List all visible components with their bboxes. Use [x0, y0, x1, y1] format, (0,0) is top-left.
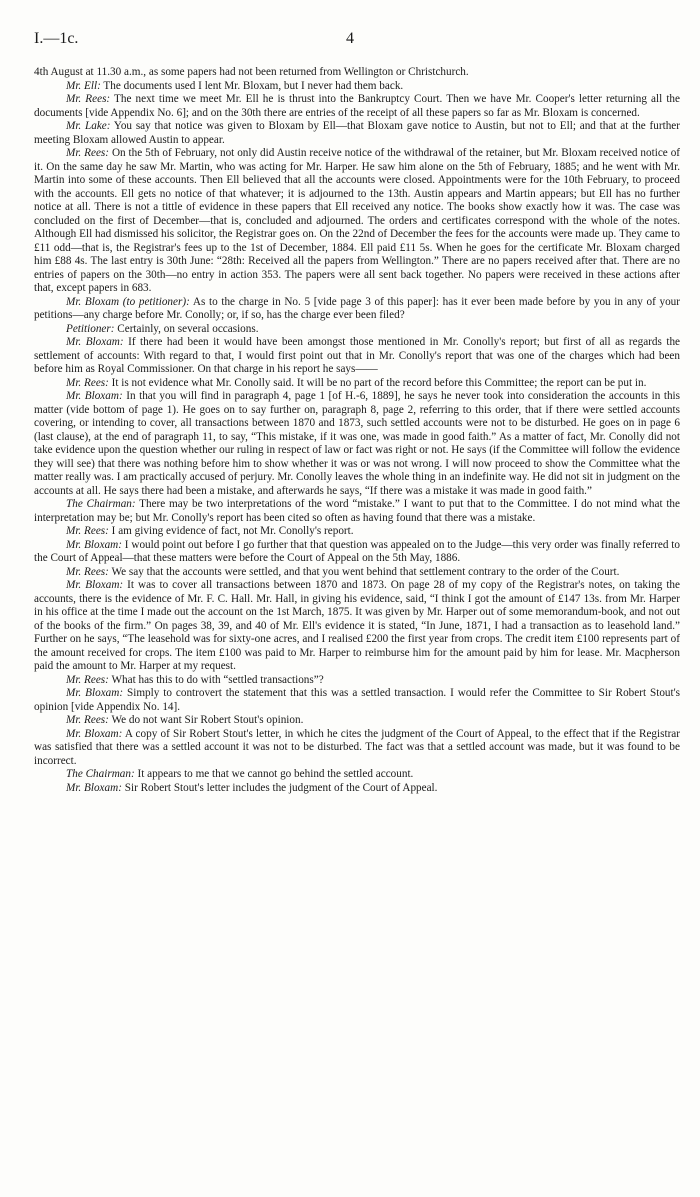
speaker-name: Mr. Rees: [66, 714, 109, 726]
speaker-name: Mr. Ell: [66, 79, 101, 92]
speaker-name: Mr. Lake: [66, 120, 111, 132]
paragraph [34, 687, 680, 714]
speaker-name: Mr. Bloxam: [66, 390, 123, 402]
speaker-name: The Chairman: [66, 768, 135, 780]
speaker-name: Mr. Rees: [66, 376, 109, 389]
paragraph [34, 80, 680, 94]
paragraph [34, 579, 680, 674]
paragraph-text: It appears to me that we cannot go behind the settled account. [134, 768, 414, 780]
paragraph-text: What has this to do with “settled transactions”? [108, 673, 324, 686]
paragraph [34, 377, 680, 391]
speaker-name: Mr. Bloxam: [66, 336, 124, 348]
speaker-name: Mr. Bloxam (to petitioner): [66, 295, 190, 308]
paragraph-text: The documents used I lent Mr. Bloxam, but I never had them back. [100, 79, 404, 92]
speaker-name: The Chairman: [66, 498, 136, 510]
speaker-name: Mr. Rees: [66, 525, 109, 537]
paragraph-text: We do not want Sir Robert Stout's opinion. [108, 714, 304, 726]
speaker-name: Mr. Bloxam: [66, 579, 124, 591]
speaker-name: Mr. Rees: [66, 147, 110, 159]
paragraph-text: On the 5th of February, not only did Austin receive notice of the withdrawal of the retainer, but Mr. Bloxam received notice of it. On the same day he saw Mr. Martin, who was acting for Mr. Harper. He saw him alone on the 5th of February, 1885; and he went with Mr. Martin into some of these accounts. Then Ell believed that all the accounts were closed. Appointments were for the 10th February, to proceed with the accounts. Ell gets no notice of that whatever; it is adjourned to the 13th. Austin appears and Martin appears; but Ell has no further notice at all. There is not a tittle of evidence in these papers that Ell received any notice. The books show exactly how it was. The case was concluded on the first of December—that is, concluded and adjourned. The orders and certificates correspond with the whole of the notes. Although Ell had dismissed his solicitor, the Registrar goes on. On the 22nd of December the fees for the accounts were made up. They came to £11 odd—that is, the Registrar's fees up to the 1st of December, 1884. Ell paid £11 5s. When he goes for the certificate Mr. Bloxam charged him £88 4s. The last entry is 30th June: “28th: Received all the papers from Wellington.” There are no papers received after that. There are no entries of papers on the 30th—no entry in action 353. The papers were all sent back together. No papers were received in these actions after that, except papers in 683. [34, 147, 681, 294]
paragraph [34, 323, 680, 337]
paragraph [34, 296, 680, 323]
paragraph [34, 147, 680, 296]
paragraph-text: The next time we meet Mr. Ell he is thrust into the Bankruptcy Court. Then we have Mr. Cooper's letter returning all the documents [vide Appendix No. 6]; and on the 30th there are entries of the receipt of all these papers so far as Mr. Bloxam is concerned. [34, 93, 680, 119]
page-header [34, 30, 666, 50]
paragraph [34, 728, 680, 769]
speaker-name: Mr. Rees: [66, 93, 111, 105]
paragraph-text: In that you will find in paragraph 4, page 1 [of H.-6, 1889], he says he never took into consideration the accounts in this matter (vide bottom of page 1). He goes on to say further on, paragraph 8, page 2, referring to this order, that if there were settled accounts covering, or intending to cover, all transactions between 1870 and 1873, such settled accounts were not to be disturbed. He goes on in page 6 (last clause), at the end of paragraph 11, to say, “This mistake, if it was one, was made in good faith.” As a matter of fact, Mr. Conolly did not take evidence upon the question whether our ruling in respect of law or fact was right or not. He says (if the Committee will follow the evidence they will see) that there was nothing before him to show whether it was or was not wrong. I will now proceed to show the Committee what the matter really was. I am practically accused of perjury. Mr. Conolly leaves the whole thing in an indefinite way. He did not sit in judgment on the accounts at all. He says there had been a mistake, and afterwards he says, “If there was a mistake it was made in good faith.” [34, 390, 680, 497]
paragraph-text: 4th August at 11.30 a.m., as some papers had not been returned from Wellington or Christchurch. [34, 66, 469, 78]
speaker-name: Mr. Bloxam: [66, 538, 122, 551]
document-reference: I.—1c. [34, 30, 79, 47]
paragraph-text: It is not evidence what Mr. Conolly said. It will be no part of the record before this Committee; the report can be put in. [108, 376, 647, 389]
document-body [34, 66, 680, 795]
paragraph [34, 498, 680, 525]
paragraph-text: Certainly, on several occasions. [114, 322, 259, 335]
paragraph [34, 390, 680, 498]
paragraph [34, 782, 680, 796]
paragraph-text: Simply to controvert the statement that this was a settled transaction. I would refer the Committee to Sir Robert Stout's opinion [vide Appendix No. 14]. [34, 687, 680, 713]
paragraph-text: There may be two interpretations of the word “mistake.” I want to put that to the Committee. I do not mind what the interpretation may be; but Mr. Conolly's report has been cited so often as having found that there was a mistake. [34, 498, 680, 524]
paragraph-text: If there had been it would have been amongst those mentioned in Mr. Conolly's report; but first of all as regards the settlement of accounts: With regard to that, I would first point out that in Mr. Conolly's report that was one of the charges which had been before him as Royal Commissioner. On that charge in his report he says—— [34, 336, 681, 375]
paragraph-text: As to the charge in No. 5 [vide page 3 of this paper]: has it ever been made before by you in any of your petitions—any charge before Mr. Conolly; or, if so, has the charge ever been filed? [34, 295, 680, 321]
speaker-name: Mr. Bloxam: [66, 781, 122, 794]
speaker-name: Mr. Bloxam: [66, 727, 123, 740]
paragraph [34, 120, 680, 147]
paragraph-text: We say that the accounts were settled, and that you went behind that settlement contrary to the order of the Court. [108, 565, 620, 578]
paragraph-text: You say that notice was given to Bloxam by Ell—that Bloxam gave notice to Austin, but not to Ell; and that at the further meeting Bloxam allowed Austin to appear. [34, 120, 680, 146]
paragraph [34, 93, 680, 120]
paragraph-text: I would point out before I go further that that question was appealed on to the Judge—this very order was finally referred to the Court of Appeal—that these matters were before the Court of Appeal on the 5th May, 1886. [34, 538, 680, 564]
page-number: 4 [346, 30, 354, 47]
paragraph [34, 768, 680, 782]
paragraph [34, 525, 680, 539]
paragraph-text: A copy of Sir Robert Stout's letter, in which he cites the judgment of the Court of Appeal, to the effect that if the Registrar was satisfied that there was a settled account it was not to be disturbed. The fact was that a settled account was made, but it was found to be incorrect. [34, 727, 680, 767]
paragraph [34, 539, 680, 566]
paragraph [34, 66, 680, 80]
speaker-name: Mr. Rees: [66, 673, 109, 686]
speaker-name: Mr. Bloxam: [66, 687, 124, 699]
paragraph [34, 566, 680, 580]
paragraph-text: Sir Robert Stout's letter includes the judgment of the Court of Appeal. [121, 781, 438, 794]
paragraph [34, 714, 680, 728]
speaker-name: Petitioner: [66, 322, 115, 335]
paragraph-text: I am giving evidence of fact, not Mr. Conolly's report. [108, 525, 354, 537]
paragraph [34, 336, 680, 377]
speaker-name: Mr. Rees: [66, 565, 109, 578]
paragraph [34, 674, 680, 688]
paragraph-text: It was to cover all transactions between 1870 and 1873. On page 28 of my copy of the Registrar's notes, on taking the accounts, there is the evidence of Mr. F. C. Hall. Mr. Hall, in giving his evidence, said, “I think I got the amount of £147 13s. from Mr. Harper in his office at the time I made out the account on the 1st March, 1875. It was given by Mr. Harper out of some memorandum-book, and not out of the books of the firm.” On pages 38, 39, and 40 of Mr. Ell's evidence it is stated, “In June, 1871, I had a transaction as to leasehold land.” Further on he says, “The leasehold was for sixty-one acres, and I realised £200 the first year from crops. The credit item £100 represents part of the amount received for crops. The item £100 was paid to Mr. Harper to reimburse him for the amount paid by him for lease. Mr. Macpherson paid the amount to Mr. Harper at my request. [34, 579, 680, 672]
